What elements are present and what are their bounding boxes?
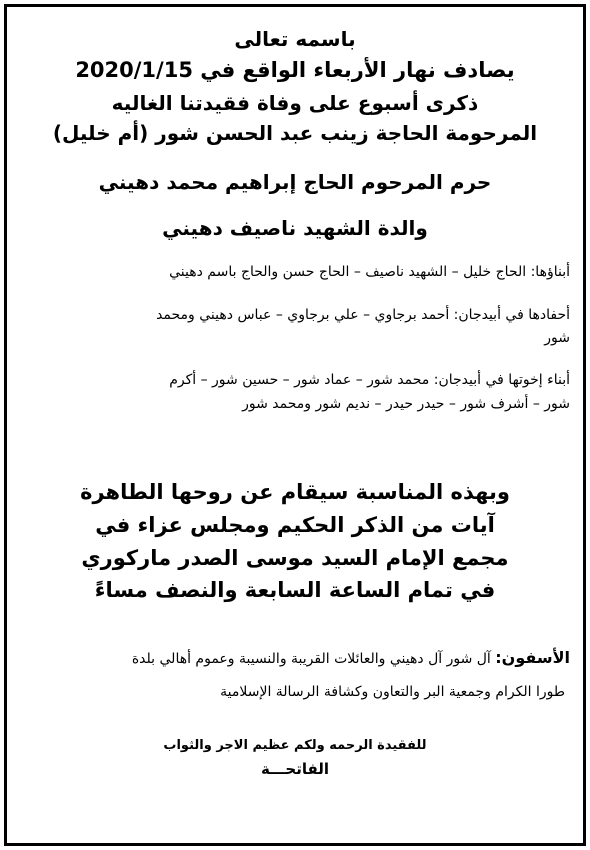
grandchildren-line-1: أحفادها في أبيدجان: أحمد برجاوي – علي برجاوي – عباس دهيني ومحمد: [156, 307, 570, 323]
ceremony-line-2: آيات من الذكر الحكيم ومجلس عزاء في: [95, 513, 495, 537]
grandchildren-line-2: شور: [544, 330, 570, 346]
sons-line: أبناؤها: الحاج خليل – الشهيد ناصيف – الحاج حسن والحاج باسم دهيني: [169, 264, 570, 280]
mother-of-line: والدة الشهيد ناصيف دهيني: [162, 216, 428, 240]
mourners-line-1: [30, 648, 570, 668]
siblings-children-line-2: شور – أشرف شور – حيدر حيدر – نديم شور ومحمد شور: [242, 396, 570, 412]
fatiha-line: الفاتحـــة: [260, 760, 330, 778]
occasion-line: ذكرى أسبوع على وفاة فقيدتنا الغاليه: [111, 91, 479, 115]
date-line: يصادف نهار الأربعاء الواقع في 2020/1/15: [75, 58, 515, 82]
ceremony-line-4: في تمام الساعة السابعة والنصف مساءً: [94, 578, 496, 602]
mourners-text-1: آل شور آل دهيني والعائلات القريبة والنسيبة وعموم أهالي بلدة: [131, 651, 491, 667]
ceremony-line-3: مجمع الإمام السيد موسى الصدر ماركوري: [81, 546, 509, 570]
widow-of-line: حرم المرحوم الحاج إبراهيم محمد دهيني: [98, 170, 492, 194]
siblings-children-line-1: أبناء إخوتها في أبيدجان: محمد شور – عماد شور – حسين شور – أكرم: [169, 372, 570, 388]
mourners-label: الأسفون:: [495, 648, 570, 667]
closing-prayer: للفقيدة الرحمه ولكم عظيم الاجر والثواب: [163, 738, 427, 753]
opening-line: باسمه تعالى: [234, 27, 356, 51]
ceremony-line-1: وبهذه المناسبة سيقام عن روحها الطاهرة: [80, 480, 510, 504]
deceased-name: المرحومة الحاجة زينب عبد الحسن شور (أم خليل): [52, 121, 538, 145]
mourners-line-2: طورا الكرام وجمعية البر والتعاون وكشافة الرسالة الإسلامية: [220, 684, 565, 700]
